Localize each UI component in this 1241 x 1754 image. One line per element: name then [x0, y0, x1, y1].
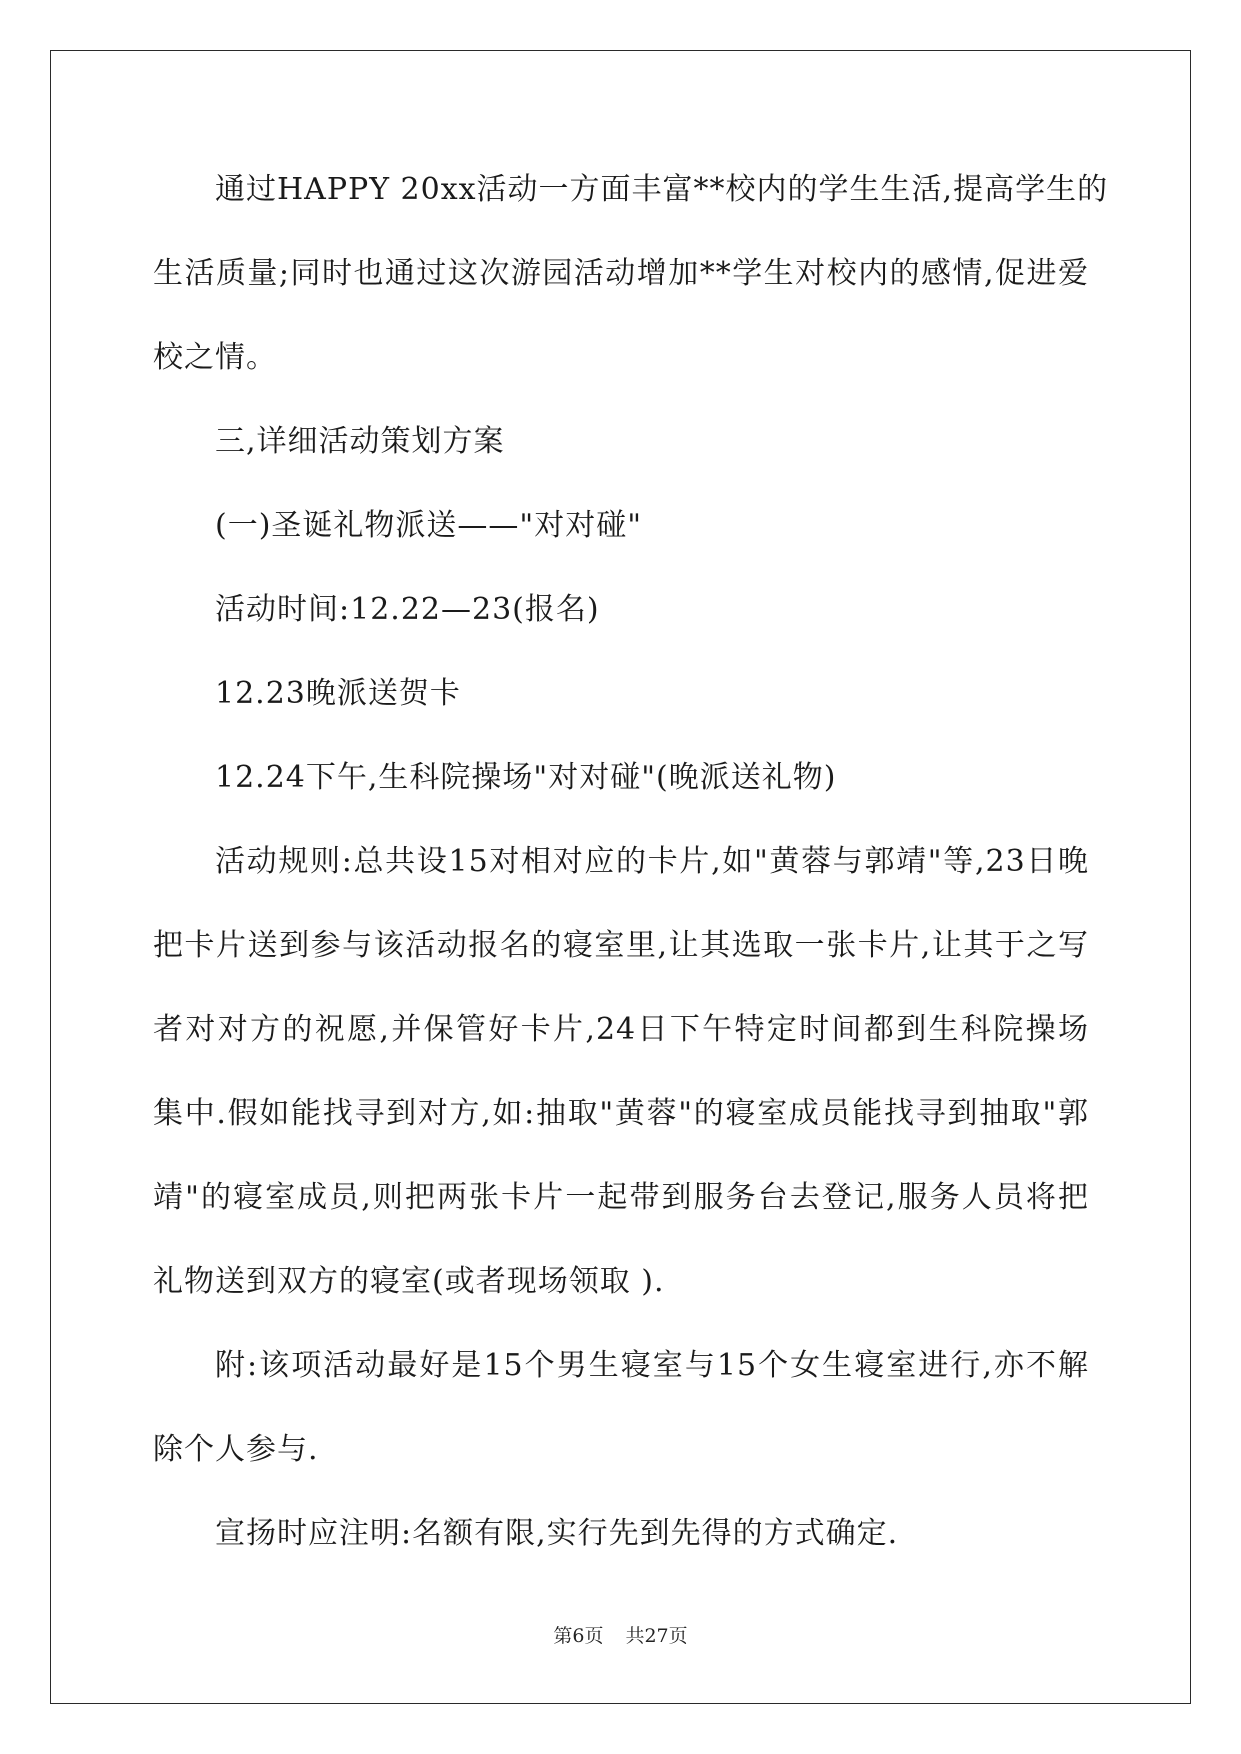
paragraph-line: 宣扬时应注明:名额有限,实行先到先得的方式确定.: [215, 1516, 899, 1551]
paragraph-line: 12.23晚派送贺卡: [215, 676, 461, 711]
paragraph-line: 集中.假如能找寻到对方,如:抽取"黄蓉"的寝室成员能找寻到抽取"郭: [153, 1096, 1089, 1131]
paragraph-line: 12.24下午,生科院操场"对对碰"(晚派送礼物): [215, 760, 837, 795]
paragraph-line: 校之情。: [153, 340, 277, 375]
paragraph-line: 礼物送到双方的寝室(或者现场领取 ).: [153, 1264, 665, 1299]
page-footer: [0, 1624, 1241, 1648]
page-total: 共27页: [625, 1625, 688, 1647]
subsection-heading: (一)圣诞礼物派送——"对对碰": [215, 508, 643, 543]
page-number: 第6页: [553, 1625, 604, 1647]
paragraph-line: 通过HAPPY 20xx活动一方面丰富**校内的学生生活,提高学生的: [215, 172, 1109, 207]
document-body: [153, 162, 1109, 1590]
paragraph-line: 者对对方的祝愿,并保管好卡片,24日下午特定时间都到生科院操场: [153, 1012, 1089, 1047]
paragraph-line: 活动时间:12.22—23(报名): [215, 592, 600, 627]
paragraph-line: 附:该项活动最好是15个男生寝室与15个女生寝室进行,亦不解: [215, 1348, 1089, 1383]
paragraph-line: 活动规则:总共设15对相对应的卡片,如"黄蓉与郭靖"等,23日晚: [215, 844, 1089, 879]
paragraph-line: 把卡片送到参与该活动报名的寝室里,让其选取一张卡片,让其于之写: [153, 928, 1089, 963]
paragraph-line: 靖"的寝室成员,则把两张卡片一起带到服务台去登记,服务人员将把: [153, 1180, 1089, 1215]
section-heading: 三,详细活动策划方案: [215, 424, 505, 459]
paragraph-line: 除个人参与.: [153, 1432, 319, 1467]
paragraph-line: 生活质量;同时也通过这次游园活动增加**学生对校内的感情,促进爱: [153, 256, 1089, 291]
